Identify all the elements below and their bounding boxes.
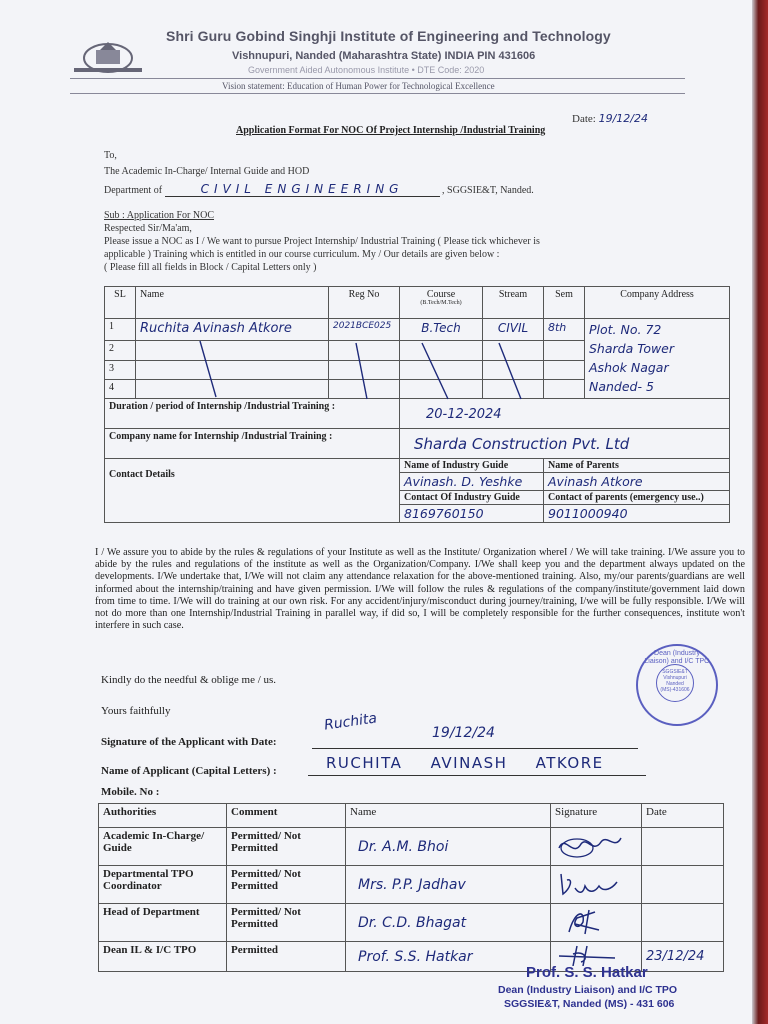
mobile-label: Mobile. No :: [101, 786, 160, 798]
seal-name: Prof. S. S. Hatkar: [526, 964, 648, 981]
row-sem: [544, 341, 585, 360]
declaration-paragraph: I / We assure you to abide by the rules & regulations of your Institute as well as the Institute/ Organization whereI / We will take training. I/We assure you to abide by the rules and regulations of the institute as well as the Organization/Company. I/We shall keep you and the department always updated on the developments. I/We undertake that, I/We will not claim any attendance relaxation for the above-mentioned training. Also, my/our parents/guardians are well informed about the internship/training and have given permission. I/We will follow the rules & regulations of the company/institute/government laid down from time to time. I/We will do training at our own risk. For any accident/injury/misconduct during journey/training, I/we will be fully responsible. I/We will not do more than one Internship/Industrial Training in parallel way, if did so, I will be completely responsible for the further consequences, institute won't interfere in such case.: [95, 547, 745, 632]
applicant-signature-date: 19/12/24: [432, 725, 495, 741]
col-course-label: Course: [426, 289, 456, 300]
student-details-table: [104, 286, 730, 523]
stamp-inner-text: SGGSIE&T Vishnupuri Nanded (MS)-431606: [656, 664, 694, 702]
comment-cell: Permitted/ Not Permitted: [227, 866, 346, 904]
company-label: Company name for Internship /Industrial Training :: [105, 429, 400, 459]
row-sl: 4: [105, 379, 136, 398]
handwritten-signature-icon: [555, 944, 625, 966]
signature-cell: [551, 866, 642, 904]
seal-place: SGGSIE&T, Nanded (MS) - 431 606: [504, 998, 675, 1010]
company-row: [105, 429, 730, 459]
col-name: Name: [346, 804, 551, 828]
row-sem: 8th: [544, 319, 585, 341]
table-header-row: [105, 287, 730, 319]
signature-line: [312, 742, 638, 749]
salutation: Respected Sir/Ma'am,: [104, 223, 192, 234]
yours-faithfully: Yours faithfully: [101, 705, 171, 717]
handwritten-signature-icon: [555, 830, 625, 860]
stamp-outer-text: Dean (Industry Liaison) and I/C TPO: [644, 650, 710, 665]
strike-mark-icon: [493, 341, 529, 401]
duration-row: [105, 399, 730, 429]
institute-name: Shri Guru Gobind Singhji Institute of Engineering and Technology: [166, 28, 611, 44]
date-field: [572, 112, 648, 125]
col-comment: Comment: [227, 804, 346, 828]
date-value: 19/12/24: [598, 112, 648, 125]
applicant-signature-label: Signature of the Applicant with Date:: [101, 736, 277, 748]
col-sem: Sem: [544, 287, 585, 319]
row-sem: [544, 379, 585, 398]
vision-statement: Vision statement: Education of Human Power for Technological Excellence: [222, 81, 495, 91]
institute-logo-icon: [70, 38, 146, 76]
date-cell: 23/12/24: [642, 942, 724, 972]
row-stream: [483, 341, 544, 360]
authority-cell: Dean IL & I/C TPO: [99, 942, 227, 972]
comment-cell: Permitted: [227, 942, 346, 972]
seal-title: Dean (Industry Liaison) and I/C TPO: [498, 984, 678, 996]
authority-cell: Departmental TPO Coordinator: [99, 866, 227, 904]
applicant-name-label: Name of Applicant (Capital Letters) :: [101, 765, 277, 777]
row-name: [136, 360, 329, 379]
recipient-line: The Academic In-Charge/ Internal Guide and HOD: [104, 166, 310, 177]
row-reg: 2021BCE025: [329, 319, 400, 341]
request-line-1: Please issue a NOC as I / We want to pursue Project Internship/ Industrial Training ( Please tick whichever is: [104, 236, 540, 247]
duration-value: 20-12-2024: [400, 399, 730, 429]
table-row: [99, 904, 724, 942]
form-title: Application Format For NOC Of Project Internship /Industrial Training: [236, 125, 546, 136]
request-line-2: applicable ) Training which is entitled in our course curriculum. My / Our details are given below :: [104, 249, 500, 260]
strike-mark-icon: [196, 339, 226, 399]
row-reg: [329, 341, 400, 360]
contact-label: Contact Details: [105, 459, 400, 523]
authority-cell: Academic In-Charge/ Guide: [99, 828, 227, 866]
table-row: [99, 828, 724, 866]
row-name: [136, 379, 329, 398]
name-cell: Dr. A.M. Bhoi: [346, 828, 551, 866]
company-value: Sharda Construction Pvt. Ltd: [400, 429, 730, 459]
contact-row: [105, 459, 730, 473]
name-cell: Dr. C.D. Bhagat: [346, 904, 551, 942]
applicant-signature: Ruchita: [323, 710, 378, 734]
date-label: Date:: [572, 113, 596, 125]
col-course: [400, 287, 483, 319]
row-sl: 3: [105, 360, 136, 379]
authorities-table: [98, 803, 724, 972]
col-date: Date: [642, 804, 724, 828]
guide-name-value: Avinash. D. Yeshke: [400, 473, 544, 491]
col-signature: Signature: [551, 804, 642, 828]
row-stream: CIVIL: [483, 319, 544, 341]
duration-label: Duration / period of Internship /Industrial Training :: [105, 399, 400, 429]
request-line-3: ( Please fill all fields in Block / Capital Letters only ): [104, 262, 317, 273]
row-name: Ruchita Avinash Atkore: [136, 319, 329, 341]
col-course-sub: (B.Tech/M.Tech): [420, 300, 462, 306]
date-cell: [642, 904, 724, 942]
dean-stamp: [636, 644, 718, 726]
applicant-name-value: RUCHITA AVINASH ATKORE: [326, 754, 604, 772]
subject-line: Sub : Application For NOC: [104, 210, 215, 221]
address-line: Sharda Tower: [589, 341, 675, 356]
name-cell: Mrs. P.P. Jadhav: [346, 866, 551, 904]
guide-contact-label: Contact Of Industry Guide: [400, 491, 544, 505]
department-value: CIVIL ENGINEERING: [165, 182, 440, 197]
table-row: [105, 319, 730, 341]
strike-mark-icon: [416, 341, 456, 401]
col-company-address: Company Address: [585, 287, 730, 319]
col-name: Name: [136, 287, 329, 319]
address-line: Nanded- 5: [589, 379, 654, 394]
department-suffix: , SGGSIE&T, Nanded.: [442, 185, 534, 196]
row-sl: 2: [105, 341, 136, 360]
parents-contact-label: Contact of parents (emergency use..): [544, 491, 730, 505]
background-edge: [752, 0, 768, 1024]
row-sem: [544, 360, 585, 379]
department-line: [104, 182, 534, 197]
authority-cell: Head of Department: [99, 904, 227, 942]
col-reg: Reg No: [329, 287, 400, 319]
signature-cell: [551, 828, 642, 866]
table-header-row: [99, 804, 724, 828]
address-line: Plot. No. 72: [589, 322, 662, 337]
comment-cell: Permitted/ Not Permitted: [227, 904, 346, 942]
department-label: Department of: [104, 185, 163, 196]
row-course: [400, 341, 483, 360]
parents-contact-value: 9011000940: [544, 505, 730, 523]
handwritten-signature-icon: [555, 906, 625, 936]
guide-contact-value: 8169760150: [400, 505, 544, 523]
header-rule: [70, 78, 685, 79]
parents-name-label: Name of Parents: [544, 459, 730, 473]
row-name: [136, 341, 329, 360]
row-course: B.Tech: [400, 319, 483, 341]
parents-name-value: Avinash Atkore: [544, 473, 730, 491]
row-sl: 1: [105, 319, 136, 341]
company-address-cell: [585, 319, 730, 399]
to-line: To,: [104, 150, 117, 161]
name-cell: Prof. S.S. Hatkar: [346, 942, 551, 972]
institute-status: Government Aided Autonomous Institute • DTE Code: 2020: [248, 65, 485, 75]
comment-cell: Permitted/ Not Permitted: [227, 828, 346, 866]
date-cell: [642, 866, 724, 904]
strike-mark-icon: [353, 341, 373, 401]
signature-cell: [551, 904, 642, 942]
institute-address: Vishnupuri, Nanded (Maharashtra State) INDIA PIN 431606: [232, 50, 536, 62]
handwritten-signature-icon: [555, 868, 625, 898]
address-line: Ashok Nagar: [589, 360, 669, 375]
date-cell: [642, 828, 724, 866]
table-row: [99, 866, 724, 904]
kindly-line: Kindly do the needful & oblige me / us.: [101, 674, 277, 686]
col-authorities: Authorities: [99, 804, 227, 828]
col-sl: SL: [105, 287, 136, 319]
col-stream: Stream: [483, 287, 544, 319]
guide-name-label: Name of Industry Guide: [400, 459, 544, 473]
header-rule-2: [70, 93, 685, 94]
